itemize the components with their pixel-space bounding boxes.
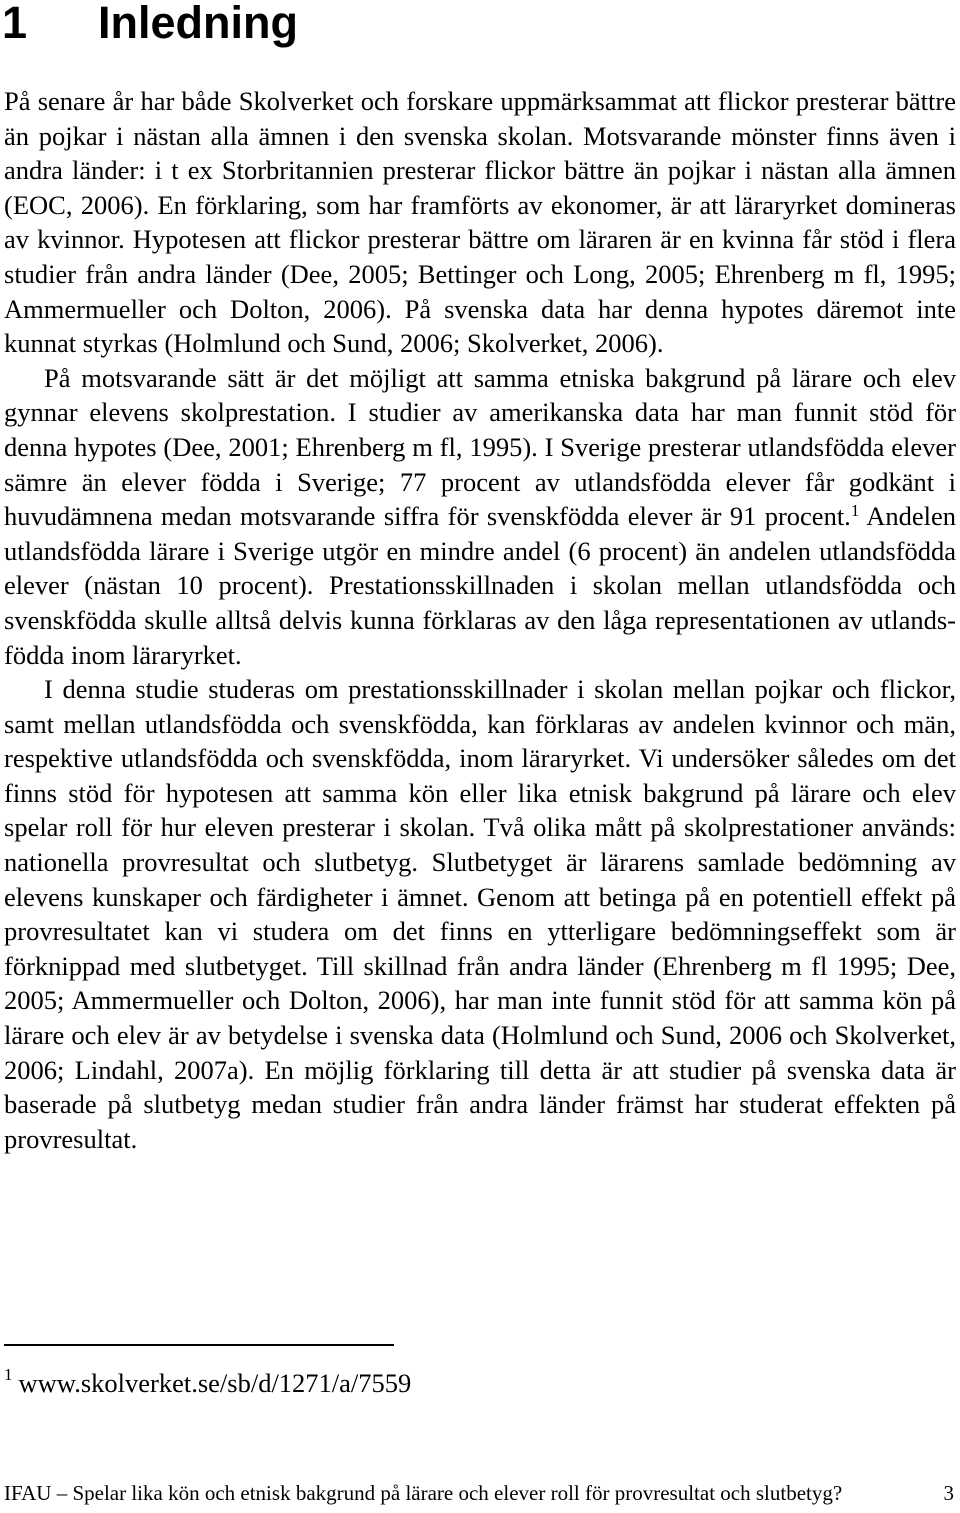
footnote	[4, 1358, 411, 1400]
paragraph-text: Andelen utlandsfödda lärare i Sverige utgör en mindre andel (6 procent) än andelen utlandsfödda elever (nästan 10 procent). Prestationsskillnaden i skolan mellan utlandsfödda och svenskfödda skulle alltså delvis kunna förklaras av den låga representationen av utlandsfödda inom läraryrket.	[4, 501, 957, 670]
paragraph-3	[4, 672, 956, 1156]
footnote-mark: 1	[4, 1365, 13, 1384]
paragraph-text: På senare år har både Skolverket och forskare uppmärksammat att flickor presterar bättre än pojkar i nästan alla ämnen i den svenska skolan. Motsvarande mönster finns även i andra länder: i t ex Storbritannien presterar flickor bättre än pojkar i nästan alla ämnen (EOC, 2006). En förklaring, som har framförts av ekonomer, är att läraryrket domineras av kvinnor. Hypotesen att flickor presterar bättre om läraren är en kvinna får stöd i flera studier från andra länder (Dee, 2005; Bettinger och Long, 2005; Ehrenberg m fl, 1995; Ammermueller och Dolton, 2006). På svenska data har denna hypotes däremot inte kunnat styrkas (Holmlund och Sund, 2006; Skolverket, 2006).	[4, 86, 956, 359]
page-number: 3	[943, 1481, 954, 1505]
paragraph-text: I denna studie studeras om prestationsskillnader i skolan mellan pojkar och flickor, samt mellan utlandsfödda och svenskfödda, kan förklaras av andelen kvinnor och män, respektive utlandsfödda och svenskfödda, inom läraryrket. Vi undersöker således om det finns stöd för hypotesen att samma kön eller lika etnisk bakgrund på lärare och elev spelar roll för hur eleven presterar i skolan. Två olika mått på skolprestationer används: nationella provresultat och slutbetyg. Slutbetyget är lärarens samlade bedömning av elevens kunskaper och färdigheter i ämnet. Genom att betinga på en potentiell effekt på provresultatet kan vi studera om det finns en ytterligare bedömningseffekt som är förknippad med slutbetyget. Till skillnad från andra länder (Ehrenberg m fl 1995; Dee, 2005; Ammermueller och Dolton, 2006), har man inte funnit stöd för att samma kön på lärare och elev är av betydelse i svenska data (Holmlund och Sund, 2006 och Skolverket, 2006; Lindahl, 2007a). En möjlig förklaring till detta är att studier på svenska data är baserade på slutbetyg medan studier från andra länder främst har studerat effekten på provresultat.	[4, 674, 956, 1154]
page-footer	[4, 1480, 956, 1506]
footnote-reference[interactable]: 1	[850, 501, 860, 521]
body-text	[4, 84, 956, 1156]
paragraph-1	[4, 84, 956, 361]
section-heading	[2, 0, 298, 46]
paragraph-2	[4, 361, 956, 672]
section-title: Inledning	[98, 0, 298, 48]
footnote-link[interactable]: www.skolverket.se/sb/d/1271/a/7559	[18, 1368, 412, 1398]
running-title: IFAU – Spelar lika kön och etnisk bakgrund på lärare och elever roll för provresultat och slutbetyg?	[4, 1481, 843, 1505]
paragraph-text: På motsvarande sätt är det möjligt att samma etniska bakgrund på lärare och elev gynnar elevens skolprestation. I studier av amerikanska data har man funnit stöd för denna hypotes (Dee, 2001; Ehrenberg m fl, 1995). I Sverige presterar utlandsfödda elever sämre än elever födda i Sverige; 77 procent av utlandsfödda elever får godkänt i huvudämnena medan motsvarande siffra för svenskfödda elever är 91 procent.	[4, 362, 956, 532]
section-number: 1	[2, 0, 28, 48]
footnote-separator	[4, 1344, 394, 1346]
